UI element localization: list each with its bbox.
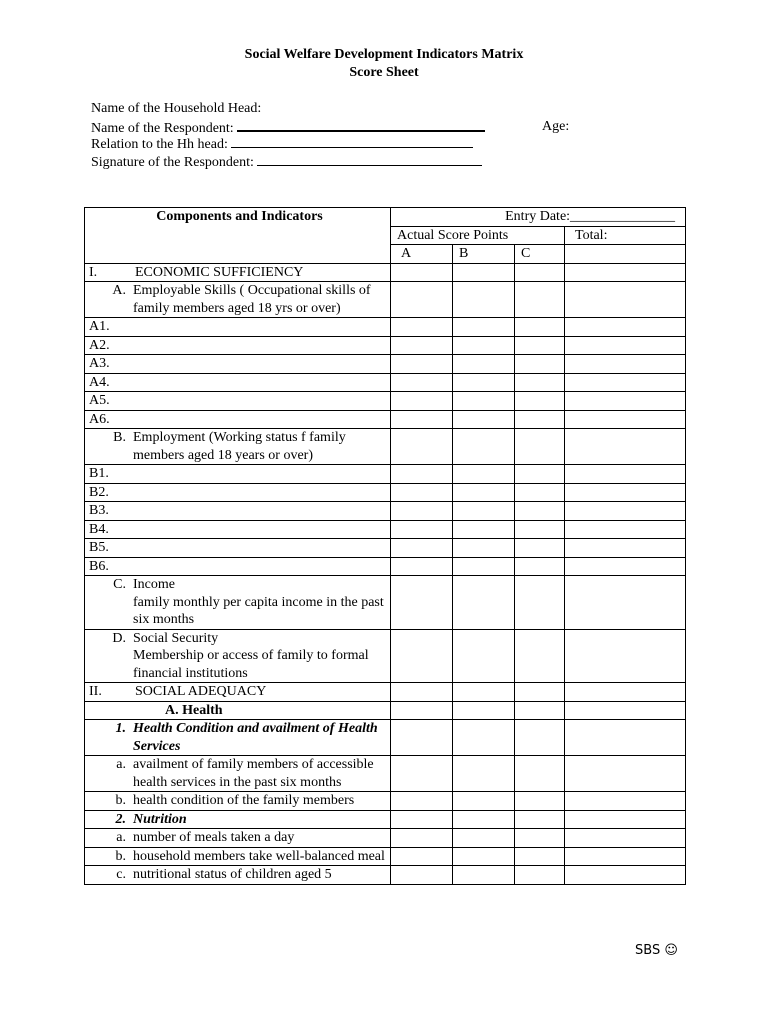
total-cell[interactable] bbox=[565, 336, 686, 355]
item-code: A6. bbox=[89, 411, 110, 427]
score-c-cell[interactable] bbox=[515, 629, 565, 683]
table-row bbox=[85, 629, 686, 683]
table-row bbox=[85, 557, 686, 576]
col-a-header: A bbox=[391, 245, 453, 264]
indicator-cell bbox=[85, 683, 391, 702]
score-a-cell[interactable] bbox=[391, 282, 453, 318]
score-a-cell[interactable] bbox=[391, 263, 453, 282]
item-marker: B. bbox=[113, 430, 126, 445]
score-b-cell[interactable] bbox=[453, 410, 515, 429]
item-code: A3. bbox=[89, 356, 110, 371]
score-a-cell[interactable] bbox=[391, 392, 453, 411]
household-head-row bbox=[91, 100, 691, 118]
table-row bbox=[85, 539, 686, 558]
indicator-cell bbox=[85, 282, 391, 318]
table-row bbox=[85, 792, 686, 811]
score-a-cell[interactable] bbox=[391, 539, 453, 558]
item-text: household members take well-balanced meal bbox=[133, 848, 385, 864]
score-c-cell[interactable] bbox=[515, 410, 565, 429]
total-cell[interactable] bbox=[565, 392, 686, 411]
score-b-cell[interactable] bbox=[453, 502, 515, 521]
score-c-cell[interactable] bbox=[515, 318, 565, 337]
item-marker: D. bbox=[112, 630, 126, 646]
item-code: B6. bbox=[89, 558, 109, 574]
age-label: Age: bbox=[542, 118, 570, 134]
indicator-cell bbox=[85, 355, 391, 374]
total-cell[interactable] bbox=[565, 282, 686, 318]
footer-text: SBS ☺ bbox=[635, 943, 678, 958]
indicator-cell bbox=[85, 465, 391, 484]
score-c-cell[interactable] bbox=[515, 792, 565, 811]
score-b-cell[interactable] bbox=[453, 282, 515, 318]
score-c-cell[interactable] bbox=[515, 576, 565, 630]
score-b-cell[interactable] bbox=[453, 792, 515, 811]
components-header: Components and Indicators bbox=[85, 208, 391, 264]
item-text: Employable Skills ( Occupational skills of family members aged 18 yrs or over) bbox=[133, 283, 371, 316]
signature-line[interactable] bbox=[257, 153, 482, 166]
item-marker: b. bbox=[115, 793, 126, 808]
score-a-cell[interactable] bbox=[391, 557, 453, 576]
signature-label: Signature of the Respondent: bbox=[91, 154, 254, 170]
score-c-cell[interactable] bbox=[515, 701, 565, 720]
score-c-cell[interactable] bbox=[515, 829, 565, 848]
score-b-cell[interactable] bbox=[453, 756, 515, 792]
indicator-cell bbox=[85, 263, 391, 282]
table-row bbox=[85, 683, 686, 702]
total-cell[interactable] bbox=[565, 576, 686, 630]
indicator-cell bbox=[85, 539, 391, 558]
table-row bbox=[85, 410, 686, 429]
indicator-cell bbox=[85, 720, 391, 756]
score-c-cell[interactable] bbox=[515, 263, 565, 282]
score-a-cell[interactable] bbox=[391, 318, 453, 337]
score-c-cell[interactable] bbox=[515, 539, 565, 558]
score-a-cell[interactable] bbox=[391, 829, 453, 848]
indicator-cell bbox=[85, 336, 391, 355]
respondent-row bbox=[91, 118, 691, 136]
score-c-cell[interactable] bbox=[515, 810, 565, 829]
item-marker: c. bbox=[116, 867, 126, 882]
table-row bbox=[85, 810, 686, 829]
item-code: B3. bbox=[89, 503, 109, 518]
score-a-cell[interactable] bbox=[391, 756, 453, 792]
indicator-cell bbox=[85, 810, 391, 829]
score-c-cell[interactable] bbox=[515, 847, 565, 866]
score-c-cell[interactable] bbox=[515, 336, 565, 355]
item-code: B2. bbox=[89, 484, 109, 500]
table-row bbox=[85, 263, 686, 282]
table-row bbox=[85, 520, 686, 539]
total-cell[interactable] bbox=[565, 756, 686, 792]
table-row bbox=[85, 373, 686, 392]
table-row bbox=[85, 465, 686, 484]
item-marker: b. bbox=[115, 848, 126, 864]
total-cell-header bbox=[565, 245, 686, 264]
document-subtitle: Score Sheet bbox=[349, 65, 419, 80]
item-marker: C. bbox=[113, 577, 126, 592]
item-text: availment of family members of accessible health services in the past six months bbox=[133, 757, 374, 790]
total-cell[interactable] bbox=[565, 629, 686, 683]
indicator-cell bbox=[85, 429, 391, 465]
score-c-cell[interactable] bbox=[515, 373, 565, 392]
item-text: number of meals taken a day bbox=[133, 830, 295, 845]
entry-date: Entry Date:_______________ bbox=[391, 208, 686, 227]
score-a-cell[interactable] bbox=[391, 720, 453, 756]
score-a-cell[interactable] bbox=[391, 373, 453, 392]
indicator-cell bbox=[85, 392, 391, 411]
score-c-cell[interactable] bbox=[515, 355, 565, 374]
total-cell[interactable] bbox=[565, 465, 686, 484]
table-row bbox=[85, 576, 686, 630]
score-c-cell[interactable] bbox=[515, 465, 565, 484]
document-title-block bbox=[0, 46, 768, 82]
score-c-cell[interactable] bbox=[515, 392, 565, 411]
item-text: Employment (Working status f family members aged 18 years or over) bbox=[133, 430, 346, 463]
total-cell[interactable] bbox=[565, 847, 686, 866]
score-b-cell[interactable] bbox=[453, 720, 515, 756]
relation-row bbox=[91, 135, 691, 153]
total-cell[interactable] bbox=[565, 720, 686, 756]
score-b-cell[interactable] bbox=[453, 318, 515, 337]
score-c-cell[interactable] bbox=[515, 429, 565, 465]
indicator-cell bbox=[85, 557, 391, 576]
total-cell[interactable] bbox=[565, 557, 686, 576]
total-cell[interactable] bbox=[565, 683, 686, 702]
total-cell[interactable] bbox=[565, 483, 686, 502]
table-row bbox=[85, 429, 686, 465]
score-a-cell[interactable] bbox=[391, 483, 453, 502]
item-code: B1. bbox=[89, 466, 109, 481]
item-text: Health Condition and availment of Health Services bbox=[133, 721, 378, 754]
item-text: Nutrition bbox=[133, 811, 187, 827]
score-a-cell[interactable] bbox=[391, 576, 453, 630]
indicator-cell bbox=[85, 410, 391, 429]
score-c-cell[interactable] bbox=[515, 502, 565, 521]
indicator-cell bbox=[85, 792, 391, 811]
signature-row bbox=[91, 153, 691, 171]
respondent-info bbox=[91, 100, 691, 170]
indicator-cell bbox=[85, 701, 391, 720]
subsection-title: A. Health bbox=[165, 702, 223, 718]
indicator-cell bbox=[85, 866, 391, 885]
actual-score-points-header: Actual Score Points bbox=[391, 226, 565, 245]
score-b-cell[interactable] bbox=[453, 539, 515, 558]
score-a-cell[interactable] bbox=[391, 502, 453, 521]
indicator-cell bbox=[85, 520, 391, 539]
table-row bbox=[85, 502, 686, 521]
total-cell[interactable] bbox=[565, 355, 686, 374]
total-cell[interactable] bbox=[565, 318, 686, 337]
table-row bbox=[85, 866, 686, 885]
indicators-table bbox=[84, 207, 686, 885]
item-code: A2. bbox=[89, 337, 110, 353]
score-c-cell[interactable] bbox=[515, 557, 565, 576]
score-a-cell[interactable] bbox=[391, 336, 453, 355]
score-a-cell[interactable] bbox=[391, 792, 453, 811]
score-b-cell[interactable] bbox=[453, 866, 515, 885]
table-row bbox=[85, 355, 686, 374]
score-b-cell[interactable] bbox=[453, 829, 515, 848]
table-row bbox=[85, 282, 686, 318]
score-b-cell[interactable] bbox=[453, 576, 515, 630]
score-b-cell[interactable] bbox=[453, 847, 515, 866]
score-a-cell[interactable] bbox=[391, 520, 453, 539]
score-c-cell[interactable] bbox=[515, 720, 565, 756]
indicator-cell bbox=[85, 629, 391, 683]
indicator-cell bbox=[85, 576, 391, 630]
section-title: ECONOMIC SUFFICIENCY bbox=[135, 264, 304, 280]
indicator-cell bbox=[85, 318, 391, 337]
section-number: I. bbox=[89, 264, 98, 280]
score-c-cell[interactable] bbox=[515, 520, 565, 539]
score-a-cell[interactable] bbox=[391, 429, 453, 465]
score-b-cell[interactable] bbox=[453, 263, 515, 282]
item-description: Membership or access of family to formal financial institutions bbox=[133, 648, 369, 681]
item-code: B4. bbox=[89, 521, 109, 537]
table-row bbox=[85, 720, 686, 756]
total-cell[interactable] bbox=[565, 701, 686, 720]
total-cell[interactable] bbox=[565, 520, 686, 539]
score-b-cell[interactable] bbox=[453, 373, 515, 392]
table-row bbox=[85, 847, 686, 866]
table-row bbox=[85, 756, 686, 792]
score-c-cell[interactable] bbox=[515, 683, 565, 702]
score-a-cell[interactable] bbox=[391, 355, 453, 374]
total-cell[interactable] bbox=[565, 502, 686, 521]
table-row bbox=[85, 483, 686, 502]
table-row bbox=[85, 701, 686, 720]
document-title: Social Welfare Development Indicators Matrix bbox=[244, 47, 524, 62]
total-cell[interactable] bbox=[565, 263, 686, 282]
indicator-cell bbox=[85, 829, 391, 848]
table-row bbox=[85, 829, 686, 848]
indicator-cell bbox=[85, 373, 391, 392]
respondent-line[interactable] bbox=[237, 118, 485, 132]
score-b-cell[interactable] bbox=[453, 683, 515, 702]
indicator-cell bbox=[85, 483, 391, 502]
score-b-cell[interactable] bbox=[453, 429, 515, 465]
score-a-cell[interactable] bbox=[391, 701, 453, 720]
total-cell[interactable] bbox=[565, 810, 686, 829]
item-text: Social Security bbox=[133, 630, 219, 646]
item-text: Income bbox=[133, 577, 175, 592]
section-number: II. bbox=[89, 684, 102, 699]
score-b-cell[interactable] bbox=[453, 483, 515, 502]
score-b-cell[interactable] bbox=[453, 557, 515, 576]
score-b-cell[interactable] bbox=[453, 336, 515, 355]
item-code: A1. bbox=[89, 319, 110, 334]
score-c-cell[interactable] bbox=[515, 756, 565, 792]
score-b-cell[interactable] bbox=[453, 520, 515, 539]
item-code: B5. bbox=[89, 540, 109, 555]
score-b-cell[interactable] bbox=[453, 701, 515, 720]
total-cell[interactable] bbox=[565, 792, 686, 811]
item-marker: 1. bbox=[115, 721, 126, 736]
item-code: A5. bbox=[89, 393, 110, 408]
total-cell[interactable] bbox=[565, 410, 686, 429]
table-row bbox=[85, 336, 686, 355]
item-marker: a. bbox=[116, 757, 126, 772]
score-a-cell[interactable] bbox=[391, 866, 453, 885]
relation-label: Relation to the Hh head: bbox=[91, 137, 228, 152]
score-b-cell[interactable] bbox=[453, 629, 515, 683]
score-a-cell[interactable] bbox=[391, 410, 453, 429]
score-a-cell[interactable] bbox=[391, 629, 453, 683]
score-c-cell[interactable] bbox=[515, 483, 565, 502]
score-b-cell[interactable] bbox=[453, 392, 515, 411]
score-a-cell[interactable] bbox=[391, 683, 453, 702]
indicator-cell bbox=[85, 756, 391, 792]
col-b-header: B bbox=[453, 245, 515, 264]
total-cell[interactable] bbox=[565, 829, 686, 848]
item-marker: 2. bbox=[115, 811, 126, 827]
section-title: SOCIAL ADEQUACY bbox=[135, 684, 267, 699]
respondent-label: Name of the Respondent: bbox=[91, 120, 234, 136]
item-description: family monthly per capita income in the past six months bbox=[133, 594, 384, 627]
total-cell[interactable] bbox=[565, 866, 686, 885]
score-a-cell[interactable] bbox=[391, 465, 453, 484]
score-b-cell[interactable] bbox=[453, 355, 515, 374]
col-c-header: C bbox=[515, 245, 565, 264]
household-head-label: Name of the Household Head: bbox=[91, 101, 262, 116]
item-text: health condition of the family members bbox=[133, 793, 355, 808]
item-marker: a. bbox=[116, 830, 126, 845]
total-header: Total: bbox=[565, 226, 686, 245]
total-cell[interactable] bbox=[565, 373, 686, 392]
score-b-cell[interactable] bbox=[453, 465, 515, 484]
score-b-cell[interactable] bbox=[453, 810, 515, 829]
score-c-cell[interactable] bbox=[515, 282, 565, 318]
score-a-cell[interactable] bbox=[391, 810, 453, 829]
item-text: nutritional status of children aged 5 bbox=[133, 867, 332, 882]
score-a-cell[interactable] bbox=[391, 847, 453, 866]
score-c-cell[interactable] bbox=[515, 866, 565, 885]
indicator-cell bbox=[85, 847, 391, 866]
item-code: A4. bbox=[89, 374, 110, 390]
total-cell[interactable] bbox=[565, 539, 686, 558]
relation-line[interactable] bbox=[231, 135, 473, 148]
table-row bbox=[85, 392, 686, 411]
indicator-cell bbox=[85, 502, 391, 521]
total-cell[interactable] bbox=[565, 429, 686, 465]
table-row bbox=[85, 318, 686, 337]
item-marker: A. bbox=[112, 283, 126, 298]
